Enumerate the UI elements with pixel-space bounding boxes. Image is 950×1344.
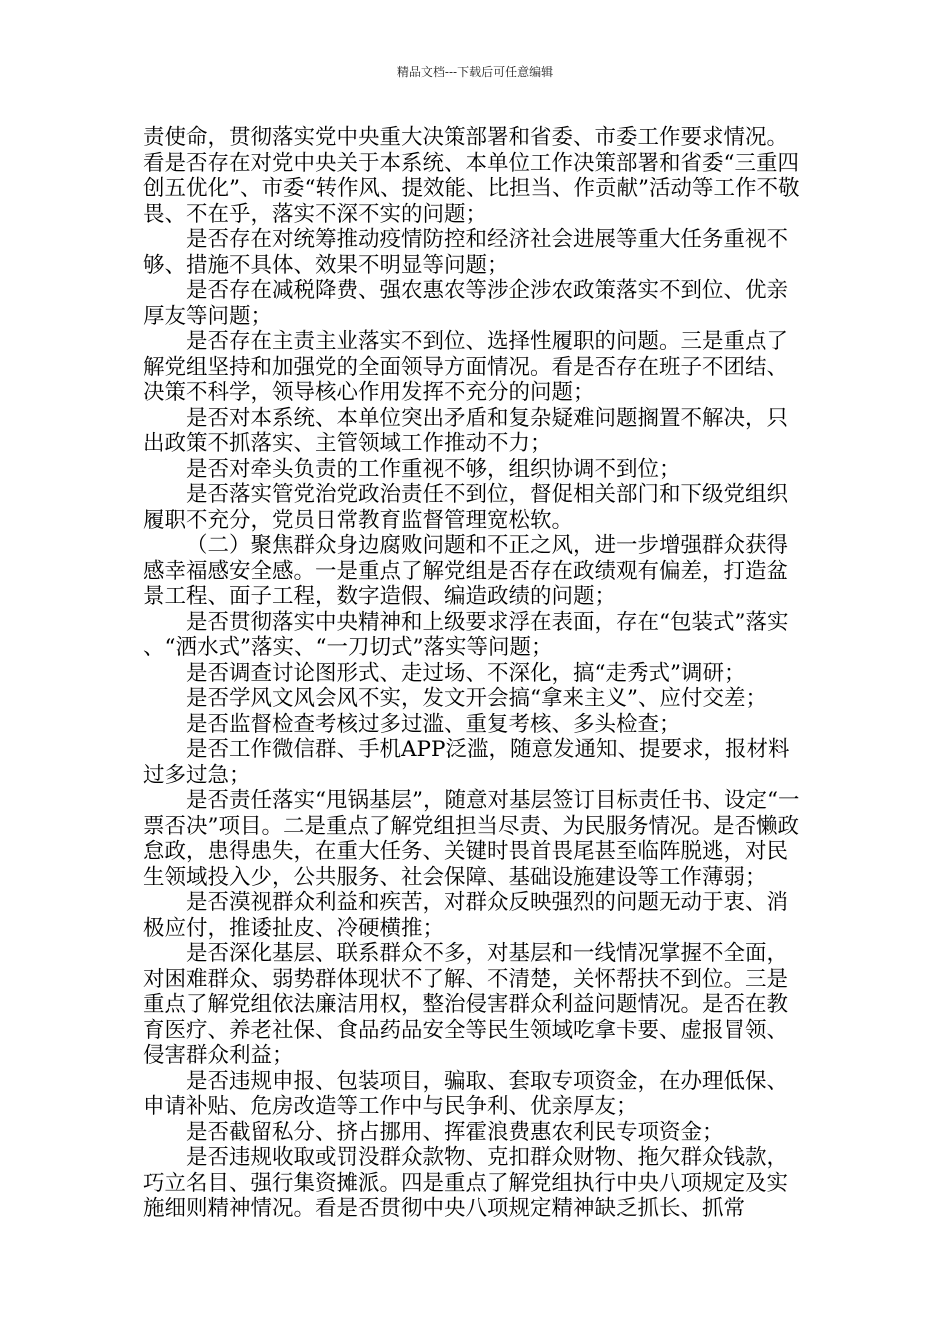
paragraph: 是否调查讨论图形式、走过场、不深化，搞“走秀式”调研； [186,660,746,686]
paragraph: 是否责任落实“甩锅基层”，随意对基层签订目标责任书、设定“一票否决”项目。二是重点了解党组担当尽责、为民服务情况。是否懒政怠政，患得患失，在重大任务、关键时畏首畏尾甚至临阵脱逃，对民生领域投入少，公共服务、社会保障、基础设施建设等工作薄弱； [143,788,800,890]
paragraph: 是否存在减税降费、强农惠农等涉企涉农政策落实不到位、优亲厚友等问题； [143,278,789,329]
paragraph: 是否违规申报、包装项目，骗取、套取专项资金，在办理低保、申请补贴、危房改造等工作中与民争利、优亲厚友； [143,1068,789,1119]
paragraph: 是否工作微信群、手机APP泛滥，随意发通知、提要求，报材料过多过急； [143,737,790,788]
paragraph: 是否贯彻落实中央精神和上级要求浮在表面，存在“包装式”落实、“洒水式”落实、“一刀切式”落实等问题； [143,609,789,660]
paragraph: 责使命，贯彻落实党中央重大决策部署和省委、市委工作要求情况。看是否存在对党中央关于本系统、本单位工作决策部署和省委“三重四创五优化”、市委“转作风、提效能、比担当、作贡献”活动等工作不敬畏、不在乎，落实不深不实的问题； [143,125,800,227]
paragraph: 是否对牵头负责的工作重视不够，组织协调不到位； [186,456,681,482]
paragraph: 是否违规收取或罚没群众款物、克扣群众财物、拖欠群众钱款，巧立名目、强行集资摊派。四是重点了解党组执行中央八项规定及实施细则精神情况。看是否贯彻中央八项规定精神缺乏抓长、抓常 [143,1145,789,1221]
page-header: 精品文档---下载后可任意编辑 [396,65,554,79]
paragraph: （二）聚焦群众身边腐败问题和不正之风，进一步增强群众获得感幸福感安全感。一是重点了解党组是否存在政绩观有偏差，打造盆景工程、面子工程，数字造假、编造政绩的问题； [143,533,789,609]
paragraph: 是否截留私分、挤占挪用、挥霍浪费惠农利民专项资金； [186,1119,724,1145]
document-body [143,125,807,1222]
paragraph: 是否落实管党治党政治责任不到位，督促相关部门和下级党组织履职不充分，党员日常教育监督管理宽松软。 [143,482,789,533]
paragraph: 是否存在主责主业落实不到位、选择性履职的问题。三是重点了解党组坚持和加强党的全面领导方面情况。看是否存在班子不团结、决策不科学，领导核心作用发挥不充分的问题； [143,329,789,405]
paragraph: 是否深化基层、联系群众不多，对基层和一线情况掌握不全面，对困难群众、弱势群体现状不了解、不清楚，关怀帮扶不到位。三是重点了解党组依法廉洁用权，整治侵害群众利益问题情况。是否在教育医疗、养老社保、食品药品安全等民生领域吃拿卡要、虚报冒领、侵害群众利益； [143,941,789,1068]
paragraph: 是否监督检查考核过多过滥、重复考核、多头检查； [186,711,681,737]
paragraph: 是否对本系统、本单位突出矛盾和复杂疑难问题搁置不解决，只出政策不抓落实、主管领域工作推动不力； [143,405,789,456]
paragraph: 是否存在对统筹推动疫情防控和经济社会进展等重大任务重视不够、措施不具体、效果不明显等问题； [143,227,789,278]
paragraph: 是否学风文风会风不实，发文开会搞“拿来主义”、应付交差； [186,686,767,711]
paragraph: 是否漠视群众利益和疾苦，对群众反映强烈的问题无动于衷、消极应付，推诿扯皮、冷硬横推； [143,890,789,941]
